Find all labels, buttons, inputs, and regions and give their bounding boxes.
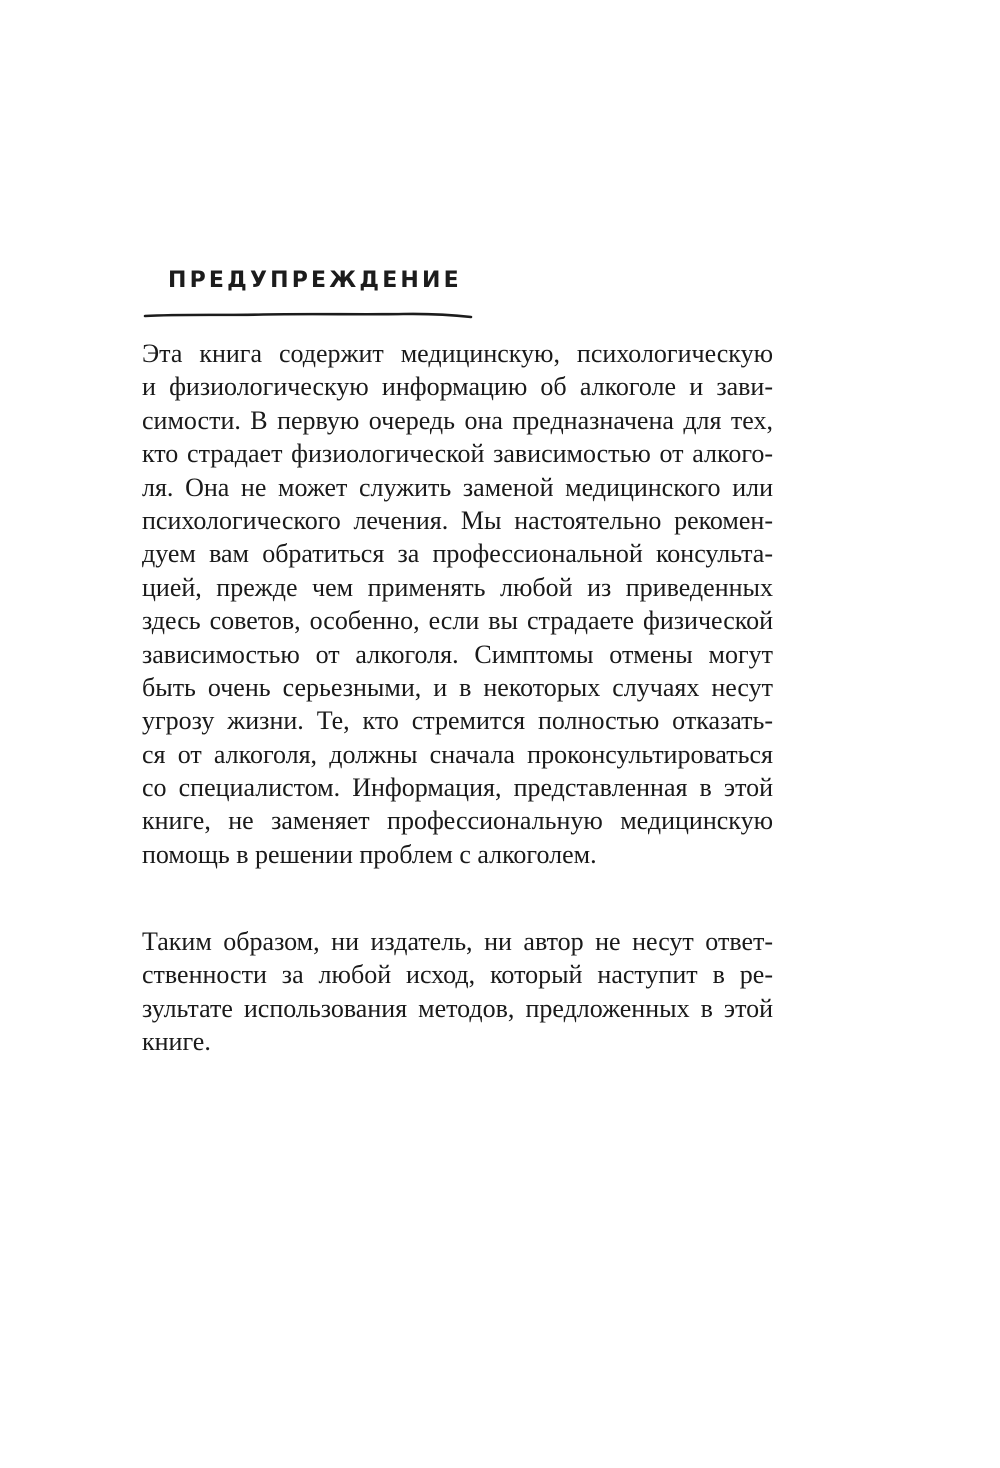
text-line: симости. В первую очередь она предназначена для тех,: [142, 405, 773, 435]
text-line: книге.: [142, 1027, 211, 1057]
text-line: Таким образом, ни издатель, ни автор не несут ответ-: [142, 927, 773, 956]
text-line: и физиологическую информацию об алкоголе и зави-: [142, 372, 773, 402]
text-line: угрозу жизни. Те, кто стремится полностью отказать-: [142, 706, 773, 736]
heading-underline: [143, 308, 473, 322]
text-line: со специалистом. Информация, представленная в этой: [142, 773, 773, 803]
text-line: зависимостью от алкоголя. Симптомы отмены могут: [142, 639, 773, 669]
text-line: психологического лечения. Мы настоятельно рекомен-: [142, 505, 773, 535]
text-line: зультате использования методов, предложенных в этой: [142, 993, 773, 1023]
text-line: ственности за любой исход, который наступит в ре-: [142, 960, 773, 990]
text-line: книге, не заменяет профессиональную медицинскую: [142, 806, 773, 836]
warning-paragraph-1: [142, 337, 773, 871]
text-line: цией, прежде чем применять любой из приведенных: [142, 572, 773, 602]
warning-paragraph-2: [142, 925, 773, 1059]
text-line: быть очень серьезными, и в некоторых случаях несут: [142, 672, 773, 702]
text-line: Эта книга содержит медицинскую, психологическую: [142, 339, 773, 368]
text-line: кто страдает физиологической зависимостью от алкого-: [142, 439, 773, 469]
page-heading: ПРЕДУПРЕЖДЕНИЕ: [168, 268, 462, 293]
text-line: помощь в решении проблем с алкоголем.: [142, 839, 597, 869]
text-line: здесь советов, особенно, если вы страдаете физической: [142, 606, 773, 636]
text-line: ля. Она не может служить заменой медицинского или: [142, 472, 773, 502]
text-line: дуем вам обратиться за профессиональной консульта-: [142, 539, 773, 569]
text-line: ся от алкоголя, должны сначала проконсультироваться: [142, 739, 773, 769]
